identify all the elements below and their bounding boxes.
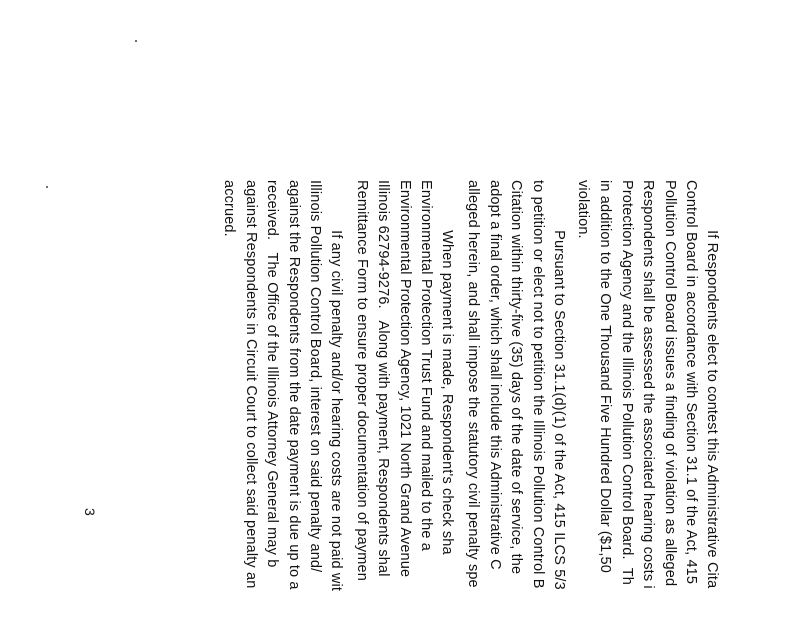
text-line: accrued. bbox=[221, 180, 237, 237]
text-line: adopt a final order, which shall include this Administrative C bbox=[487, 180, 503, 570]
text-line: against the Respondents from the date payment is due up to a bbox=[286, 180, 302, 590]
text-line: to petition or elect not to petition the Illinois Pollution Control B bbox=[530, 180, 546, 589]
text-line: If Respondents elect to contest this Administrative Cita bbox=[704, 180, 720, 589]
text-line: When payment is made, Respondent's check sha bbox=[439, 180, 455, 555]
text-line: Protection Agency and the Illinois Pollution Control Board. Th bbox=[619, 180, 635, 585]
text-line: Citation within thirty-five (35) days of the date of service, the bbox=[508, 180, 524, 575]
text-line: alleged herein, and shall impose the statutory civil penalty spe bbox=[465, 180, 481, 588]
text-line: Pollution Control Board issues a finding of violation as alleged bbox=[662, 180, 678, 587]
scan-speck bbox=[135, 40, 137, 42]
text-line: Environmental Protection Trust Fund and mailed to the a bbox=[418, 180, 434, 551]
scan-speck bbox=[46, 186, 48, 188]
text-line: in addition to the One Thousand Five Hundred Dollar ($1,50 bbox=[597, 180, 613, 573]
text-line: Pursuant to Section 31.1(d)(1) of the Act, 415 ILCS 5/3 bbox=[551, 180, 567, 590]
text-line: Respondents shall be assessed the associated hearing costs i bbox=[640, 180, 656, 589]
page-number: 3 bbox=[82, 508, 98, 516]
text-line: Environmental Protection Agency, 1021 North Grand Avenue bbox=[397, 180, 413, 578]
text-line: Control Board in accordance with Section 31.1 of the Act, 415 bbox=[683, 180, 699, 585]
text-line: If any civil penalty and/or hearing costs are not paid wit bbox=[328, 180, 344, 592]
text-line: received. The Office of the Illinois Attorney General may b bbox=[264, 180, 280, 568]
text-line: against Respondents in Circuit Court to collect said penalty an bbox=[243, 180, 259, 589]
text-line: Illinois Pollution Control Board, interest on said penalty and/ bbox=[307, 180, 323, 573]
text-line: Remittance Form to ensure proper documentation of paymen bbox=[354, 180, 370, 581]
text-line: violation. bbox=[575, 180, 591, 239]
text-line: Illinois 62794-9276. Along with payment, Respondents shal bbox=[375, 180, 391, 577]
